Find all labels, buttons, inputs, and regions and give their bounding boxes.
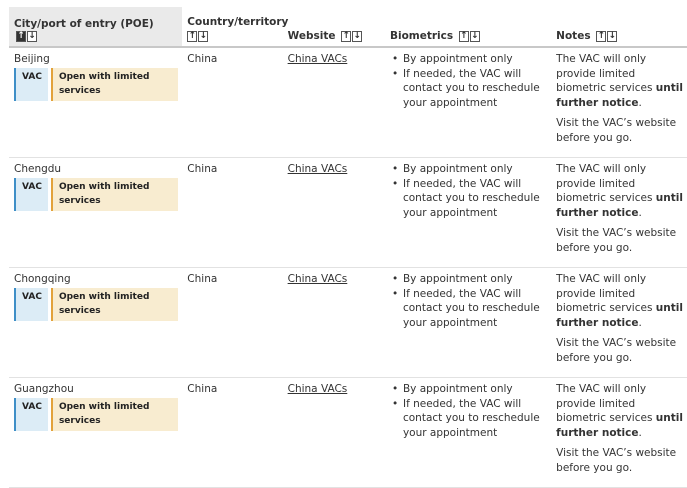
cell-biometrics bbox=[385, 268, 551, 378]
list-item: • By appointment only bbox=[390, 162, 547, 177]
sort-up-icon[interactable]: ↑ bbox=[17, 30, 25, 41]
header-city bbox=[9, 7, 182, 47]
status-badge: Open with limited services bbox=[51, 398, 178, 431]
cell-biometrics bbox=[385, 47, 551, 158]
table-row bbox=[9, 378, 687, 488]
note-bold: until further notice bbox=[556, 412, 683, 439]
status-badge: Open with limited services bbox=[51, 288, 178, 321]
cell-country: China bbox=[182, 268, 282, 378]
sort-up-icon[interactable]: ↑ bbox=[460, 30, 468, 41]
note-visit: Visit the VAC’s website before you go. bbox=[556, 227, 677, 254]
website-link[interactable]: China VACs bbox=[287, 383, 348, 395]
cell-website bbox=[283, 378, 385, 488]
website-link[interactable]: China VACs bbox=[287, 273, 348, 285]
cell-city bbox=[9, 47, 182, 158]
sort-up-icon[interactable]: ↑ bbox=[188, 31, 197, 41]
table-row bbox=[9, 47, 687, 158]
note-visit: Visit the VAC’s website before you go. bbox=[556, 337, 677, 364]
note-pre: The VAC will only provide limited biometric services bbox=[556, 53, 656, 94]
table-body bbox=[9, 47, 687, 488]
cell-biometrics bbox=[385, 158, 551, 268]
header-biometrics-label: Biometrics bbox=[389, 30, 454, 42]
cell-notes bbox=[551, 158, 687, 268]
vac-badge: VAC bbox=[14, 288, 48, 321]
cell-biometrics bbox=[385, 378, 551, 488]
note-pre: The VAC will only provide limited biometric services bbox=[556, 273, 656, 314]
sort-up-icon[interactable]: ↑ bbox=[342, 30, 350, 41]
list-item: • By appointment only bbox=[390, 52, 547, 67]
vac-badge: VAC bbox=[14, 68, 48, 101]
header-website bbox=[283, 7, 385, 47]
list-item: • If needed, the VAC will contact you to reschedule your appointment bbox=[390, 177, 547, 221]
note-visit: Visit the VAC’s website before you go. bbox=[556, 447, 677, 474]
list-item: • If needed, the VAC will contact you to reschedule your appointment bbox=[390, 397, 547, 441]
table-header bbox=[9, 7, 687, 47]
header-notes bbox=[551, 7, 687, 47]
cell-notes bbox=[551, 47, 687, 158]
sort-down-icon[interactable]: ↓ bbox=[353, 30, 361, 41]
sort-down-icon[interactable]: ↓ bbox=[608, 30, 616, 41]
note-text bbox=[556, 52, 683, 110]
header-country-label: Country/territory bbox=[187, 16, 289, 28]
website-link[interactable]: China VACs bbox=[287, 163, 348, 175]
note-text bbox=[556, 272, 683, 330]
list-item: • By appointment only bbox=[390, 382, 547, 397]
list-item: • By appointment only bbox=[390, 272, 547, 287]
city-name: Chengdu bbox=[14, 163, 62, 175]
cell-city bbox=[9, 378, 182, 488]
cell-website bbox=[283, 47, 385, 158]
note-post: . bbox=[638, 206, 642, 219]
cell-notes bbox=[551, 378, 687, 488]
note-post: . bbox=[638, 426, 642, 439]
vac-badge: VAC bbox=[14, 398, 48, 431]
cell-website bbox=[283, 268, 385, 378]
status-badge: Open with limited services bbox=[51, 68, 178, 101]
header-notes-label: Notes bbox=[556, 30, 591, 42]
header-biometrics bbox=[385, 7, 551, 47]
header-website-label: Website bbox=[287, 30, 336, 42]
sort-down-icon[interactable]: ↓ bbox=[28, 30, 36, 41]
city-name: Chongqing bbox=[14, 273, 71, 285]
header-city-label: City/port of entry (POE) bbox=[14, 18, 154, 30]
table-row bbox=[9, 268, 687, 378]
vac-table bbox=[9, 7, 687, 488]
sort-down-icon[interactable]: ↓ bbox=[471, 30, 479, 41]
note-post: . bbox=[638, 96, 642, 109]
cell-website bbox=[283, 158, 385, 268]
cell-country: China bbox=[182, 47, 282, 158]
note-bold: until further notice bbox=[556, 82, 683, 109]
note-text bbox=[556, 162, 683, 220]
cell-country: China bbox=[182, 378, 282, 488]
note-pre: The VAC will only provide limited biometric services bbox=[556, 163, 656, 204]
status-badge: Open with limited services bbox=[51, 178, 178, 211]
list-item: • If needed, the VAC will contact you to reschedule your appointment bbox=[390, 287, 547, 331]
header-country bbox=[182, 7, 289, 47]
cell-city bbox=[9, 268, 182, 378]
note-bold: until further notice bbox=[556, 192, 683, 219]
sort-down-icon[interactable]: ↓ bbox=[199, 31, 208, 41]
cell-city bbox=[9, 158, 182, 268]
table-row bbox=[9, 158, 687, 268]
note-text bbox=[556, 382, 683, 440]
cell-notes bbox=[551, 268, 687, 378]
list-item: • If needed, the VAC will contact you to reschedule your appointment bbox=[390, 67, 547, 111]
city-name: Guangzhou bbox=[14, 383, 74, 395]
website-link[interactable]: China VACs bbox=[287, 53, 348, 65]
cell-country: China bbox=[182, 158, 282, 268]
note-pre: The VAC will only provide limited biometric services bbox=[556, 383, 656, 424]
note-post: . bbox=[638, 316, 642, 329]
vac-badge: VAC bbox=[14, 178, 48, 211]
city-name: Beijing bbox=[14, 53, 50, 65]
note-bold: until further notice bbox=[556, 302, 683, 329]
sort-up-icon[interactable]: ↑ bbox=[597, 30, 605, 41]
note-visit: Visit the VAC’s website before you go. bbox=[556, 117, 677, 144]
